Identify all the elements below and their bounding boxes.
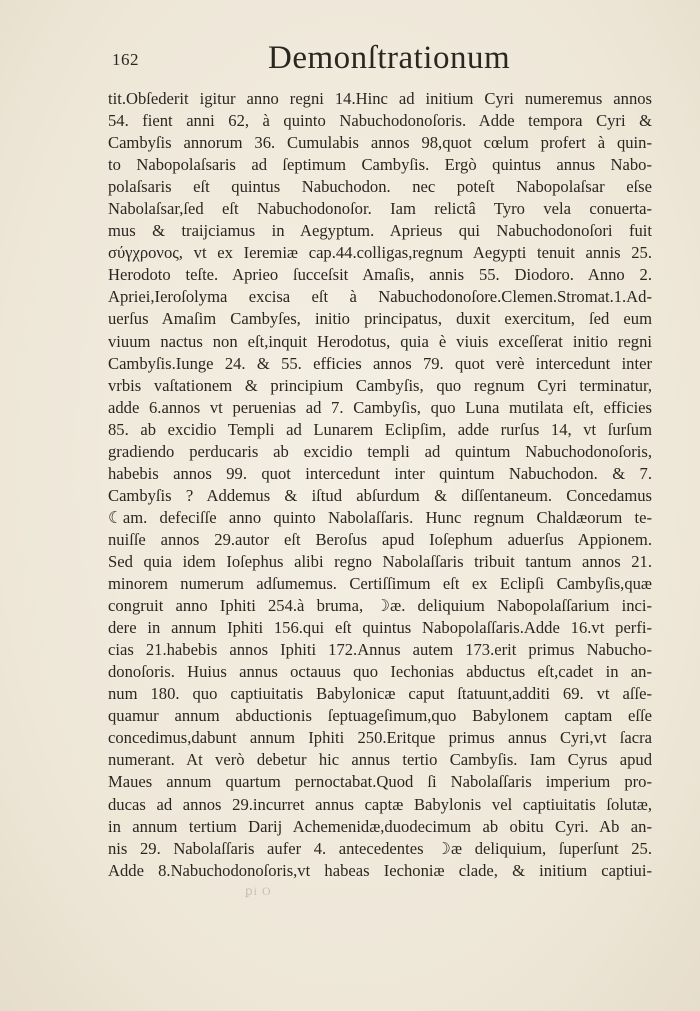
text-line: Maues annum quartum pernoctabat.Quod ſi Nabolaſſaris imperium pro- xyxy=(108,772,652,792)
text-line: 54. fient anni 62, à quinto Nabuchodonoſoris. Adde tempora Cyri & xyxy=(108,111,652,131)
text-line: Adde 8.Nabuchodonoſoris,vt habeas Iechoniæ clade, & initium captiui- xyxy=(108,860,652,880)
text-line: congruit anno Iphiti 254.à bruma, ☽æ. deliquium Nabopolaſſarium inci- xyxy=(108,596,652,616)
text-line: Herodoto teſte. Aprieo ſucceſsit Amaſis, annis 55. Diodoro. Anno 2. xyxy=(108,265,652,285)
text-line: cias 21.habebis annos Iphiti 172.Annus autem 173.erit primus Nabucho- xyxy=(108,640,652,660)
text-line: Apriei,Ieroſolyma excisa eſt à Nabuchodonoſore.Clemen.Stromat.1.Ad- xyxy=(108,287,652,307)
text-line: uerſus Amaſim Cambyſes, initio principatus, duxit exercitum, ſed eum xyxy=(108,309,652,329)
text-line: vrbis vaſtationem & principium Cambyſis, quo regnum Cyri terminatur, xyxy=(108,375,652,395)
text-line: ☾am. defeciſſe anno quinto Nabolaſſaris. Hunc regnum Chaldæorum te- xyxy=(108,507,652,527)
text-line: ducas ad annos 29.incurret annus captæ Babylonis vel captiuitatis ſolutæ, xyxy=(108,794,652,814)
text-line: mus & traijciamus in Aegyptum. Aprieus qui Nabuchodonoſori fuit xyxy=(108,221,652,241)
text-line: tit.Obſederit igitur anno regni 14.Hinc ad initium Cyri numeremus annos xyxy=(108,89,652,108)
text-line: to Nabopolaſsaris ad ſeptimum Cambyſis. Ergò quintus annus Nabo- xyxy=(108,155,652,175)
page-number: 162 xyxy=(112,50,139,69)
text-line: viuum nactus non eſt,inquit Herodotus, quia è viuis exceſſerat initio regni xyxy=(108,331,652,351)
text-line: quamur annum abductionis ſeptuageſimum,quo Babylonem captam eſſe xyxy=(108,706,652,726)
body-text xyxy=(108,88,652,882)
text-line: Sed quia idem Ioſephus alibi regno Nabolaſſaris tribuit tantum annos 21. xyxy=(108,551,652,571)
text-line: numerant. At verò debetur hic annus tertio Cambyſis. Iam Cyrus apud xyxy=(108,750,652,770)
text-line: concedimus,dabunt annum Iphiti 250.Eritque primus annus Cyri,vt ſacra xyxy=(108,728,652,748)
text-line: in annum tertium Darij Achemenidæ,duodecimum ab obitu Cyri. Ab an- xyxy=(108,816,652,836)
text-line: donoſoris. Huius annus octauus quo Iechonias abductus eſt,cadet in an- xyxy=(108,662,652,682)
text-line: σύγχρονος, vt ex Ieremiæ cap.44.colligas,regnum Aegypti tenuit annis 25. xyxy=(108,243,652,263)
text-line: nis 29. Nabolaſſaris aufer 4. antecedentes ☽æ deliquium, ſuperſunt 25. xyxy=(108,838,652,858)
text-line: polaſsaris eſt quintus Nabuchodon. nec poteſt Nabopolaſsar eſse xyxy=(108,177,652,197)
text-line: minorem numerum adſumemus. Certiſſimum eſt ex Eclipſi Cambyſis,quæ xyxy=(108,574,652,594)
text-line: Cambyſis.Iunge 24. & 55. efficies annos 79. quot verè intercedunt inter xyxy=(108,353,652,373)
text-line: num 180. quo captiuitatis Babylonicæ caput ſtatuunt,additi 69. vt aſſe- xyxy=(108,684,652,704)
text-line: Cambyſis annorum 36. Cumulabis annos 98,quot cœlum profert à quin- xyxy=(108,133,652,153)
text-line: Nabolaſsar,ſed eſt Nabuchodonoſor. Iam relictâ Tyro vela conuerta- xyxy=(108,199,652,219)
text-line: dere in annum Iphiti 156.qui eſt quintus Nabopolaſſaris.Adde 16.vt perfi- xyxy=(108,618,652,638)
running-title: Demonſtrationum xyxy=(268,40,511,76)
text-line: Cambyſis ? Addemus & iſtud abſurdum & diſſentaneum. Concedamus xyxy=(108,485,652,505)
text-line: habebis annos 99. quot intercedunt inter quintum Nabuchodon. & 7. xyxy=(108,463,652,483)
page-header xyxy=(108,40,648,90)
text-line: adde 6.annos vt peruenias ad 7. Cambyſis, quo Luna mutilata eſt, efficies xyxy=(108,397,652,417)
text-line: nuiſſe annos 29.autor eſt Beroſus apud Ioſephum aduerſus Appionem. xyxy=(108,529,652,549)
text-line: gradiendo perducaris ab excidio templi ad quintum Nabuchodonoſoris, xyxy=(108,441,652,461)
bleed-through-mark: ꝑi O xyxy=(245,884,272,898)
text-line: 85. ab excidio Templi ad Lunarem Eclipſim, adde rurſus 14, vt ſurſum xyxy=(108,419,652,439)
